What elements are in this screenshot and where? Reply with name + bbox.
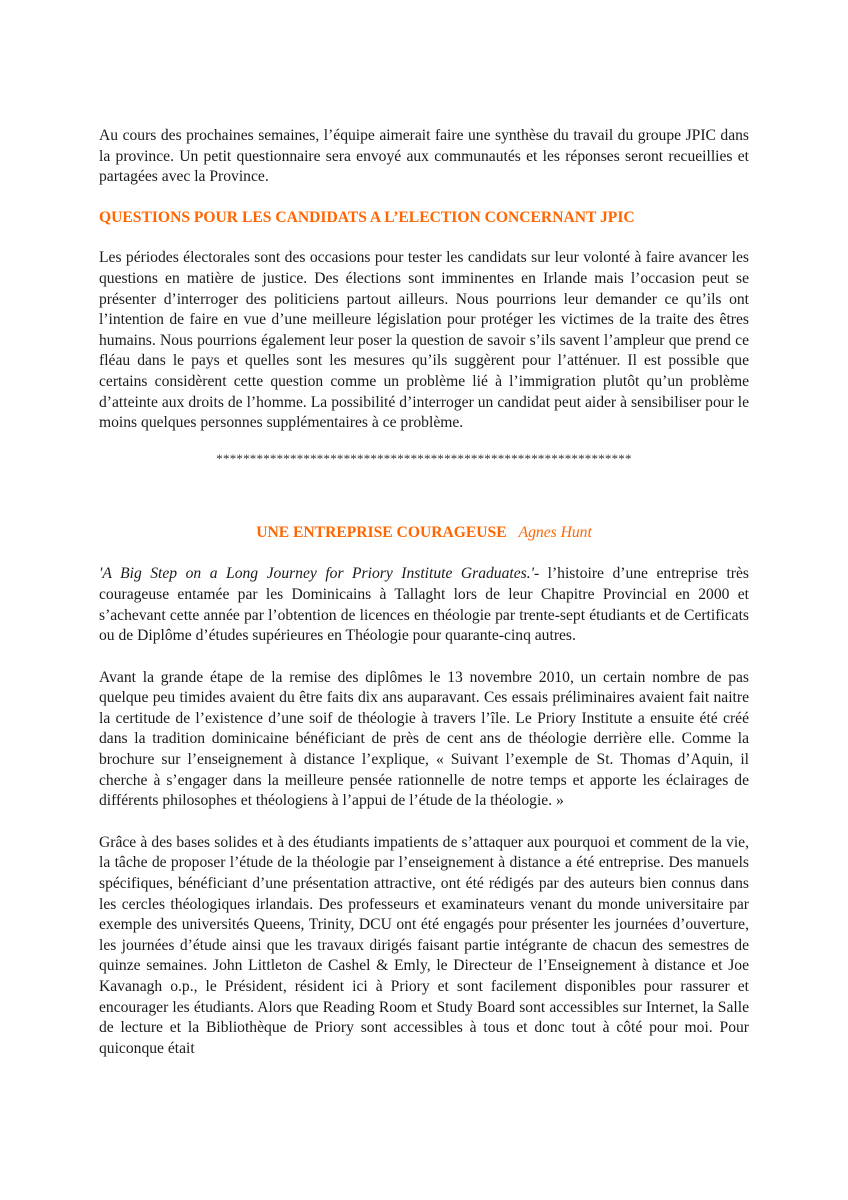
intro-paragraph: Au cours des prochaines semaines, l’équipe aimerait faire une synthèse du travail du groupe JPIC dans la province. Un petit questionnaire sera envoyé aux communautés et les réponses seront recueillies et partagées avec la Province. xyxy=(99,127,749,186)
entreprise-paragraph-3: Grâce à des bases solides et à des étudiants impatients de s’attaquer aux pourquoi et comment de la vie, la tâche de proposer l’étude de la théologie par l’enseignement à distance a été entreprise. Des manuels spécifiques, bénéficiant d’une présentation attractive, ont été rédigés par des auteurs bien connus dans les cercles théologiques irlandais. Des professeurs et examinateurs venant du monde universitaire par exemple des universités Queens, Trinity, DCU ont été engagés pour présenter les journées d’ouverture, les journées d’étude ainsi que les travaux dirigés faisant partie intégrante de chacun des semestres de quinze semaines. John Littleton de Cashel & Emly, le Directeur de l’Enseignement à distance et Joe Kavanagh o.p., le Président, résident ici à Priory et sont facilement disponibles pour rassurer et encourager les étudiants. Alors que Reading Room et Study Board sont accessibles sur Internet, la Salle de lecture et la Bibliothèque de Priory sont accessibles à tous et donc tout à côté pour moi. Pour quiconque était xyxy=(99,833,749,1057)
entreprise-paragraph-2: Avant la grande étape de la remise des diplômes le 13 novembre 2010, un certain nombre de pas quelque peu timides avaient du être faits dix ans auparavant. Ces essais préliminaires avaient fait naitre la certitude de l’existence d’une soif de théologie à travers l’île. Le Priory Institute a ensuite été créé dans la tradition dominicaine bénéficiant de près de cent ans de théologie derrière elle. Comme la brochure sur l’enseignement à distance l’explique, « Suivant l’exemple de St. Thomas d’Aquin, il cherche à s’engager dans la meilleure pensée rationnelle de notre temps et apporte les éclairages de différents philosophes et théologiens à l’appui de l’étude de la théologie. » xyxy=(99,668,749,810)
heading-title: UNE ENTREPRISE COURAGEUSE xyxy=(256,523,507,541)
paragraph-1-text: - l’histoire d’une entreprise très courageuse entamée par les Dominicains à Tallaght lors de leur Chapitre Provincial en 2000 et s’achevant cette année par l’obtention de licences en théologie par trente-sept étudiants et de Certificats ou de Diplôme d’études supérieures en Théologie pour quarante-cinq autres. xyxy=(99,565,749,645)
spacer xyxy=(99,812,749,833)
spacer xyxy=(99,468,749,523)
election-paragraph: Les périodes électorales sont des occasions pour tester les candidats sur leur volonté à faire avancer les questions en matière de justice. Des élections sont imminentes en Irlande mais l’occasion peut se présenter d’interroger des politiciens partout ailleurs. Nous pourrions leur demander ce qu’ils ont l’intention de faire en vue d’une meilleure législation pour protéger les victimes de la traite des êtres humains. Nous pourrions également leur poser la question de savoir s’ils savent l’ampleur que prend ce fléau dans le pays et quelles sont les mesures qu’ils suggèrent pour l’atténuer. Il est possible que certains considèrent cette question comme un problème lié à l’immigration plutôt qu’un problème d’atteinte aux droits de l’homme. La possibilité d’interroger un candidat peut aider à sensibiliser pour le moins quelques personnes supplémentaires à ce problème. xyxy=(99,249,749,432)
heading-author: Agnes Hunt xyxy=(518,523,592,541)
spacer xyxy=(99,647,749,668)
section-heading-entreprise xyxy=(99,523,749,544)
spacer xyxy=(99,188,749,208)
spacer xyxy=(99,228,749,248)
entreprise-paragraph-1 xyxy=(99,564,749,646)
spacer xyxy=(99,434,749,450)
section-heading-questions: QUESTIONS POUR LES CANDIDATS A L’ELECTION CONCERNANT JPIC xyxy=(99,208,635,226)
article-title: 'A Big Step on a Long Journey for Priory Institute Graduates.' xyxy=(99,565,534,583)
spacer xyxy=(99,543,749,564)
separator-stars: ************************************************************** xyxy=(216,450,632,466)
document-page xyxy=(99,126,749,1059)
